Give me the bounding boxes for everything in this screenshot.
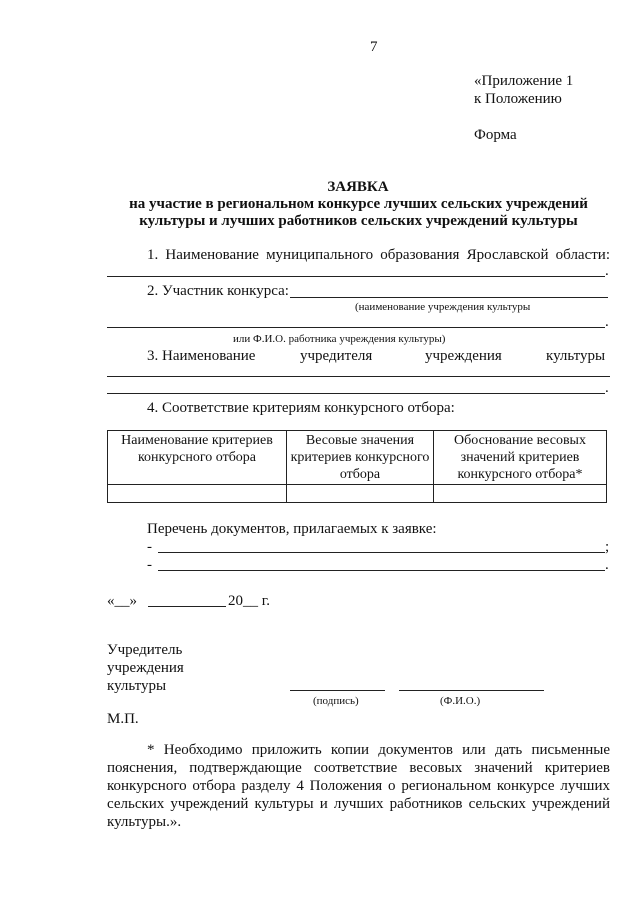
item-2-label: 2. Участник конкурса:	[147, 283, 289, 299]
documents-line-1	[158, 552, 605, 553]
header-criteria-name: Наименование критериев конкурсного отбора	[108, 431, 287, 485]
form-label: Форма	[474, 127, 517, 143]
appendix-line-1: «Приложение 1	[474, 73, 574, 89]
founder-line-2: учреждения	[107, 660, 184, 676]
item-1-period: .	[605, 263, 609, 279]
documents-dash-1: -	[147, 539, 152, 555]
signature-hint: (подпись)	[313, 695, 359, 707]
item-2-hint-1: (наименование учреждения культуры	[355, 301, 531, 313]
item-3-word-1: 3. Наименование	[147, 348, 256, 364]
table-cell	[108, 485, 287, 503]
name-hint: (Ф.И.О.)	[440, 695, 481, 707]
documents-end-2: .	[605, 557, 609, 573]
table-header-row	[108, 431, 607, 485]
table-cell	[287, 485, 434, 503]
item-1-fill-line	[107, 276, 605, 277]
name-line	[399, 690, 544, 691]
page-number: 7	[370, 39, 378, 55]
item-3-fill-line-2	[107, 393, 605, 394]
item-3-word-4: культуры	[546, 348, 606, 364]
footnote: * Необходимо приложить копии документов или дать письменные пояснения, подтверждающие соответствие весовых значений критериев конкурсного отбора разделу 4 Положения о региональном конкурсе лучших сельских учреждений культуры и лучших работников сельских учреждений культуры.».	[107, 742, 610, 830]
appendix-line-2: к Положению	[474, 91, 562, 107]
item-2-period: .	[605, 314, 609, 330]
item-3-word-3: учреждения	[425, 348, 502, 364]
date-year: 20__ г.	[228, 593, 270, 609]
founder-line-3: культуры	[107, 678, 167, 694]
date-open: «__»	[107, 593, 137, 609]
documents-end-1: ;	[605, 539, 610, 555]
header-justification: Обоснование весовых значений критериев конкурсного отбора*	[434, 431, 607, 485]
header-weight-values: Весовые значения критериев конкурсного отбора	[287, 431, 434, 485]
documents-label: Перечень документов, прилагаемых к заявке:	[147, 521, 437, 537]
item-2-fill-line	[290, 297, 608, 298]
item-3-period: .	[605, 380, 609, 396]
documents-line-2	[158, 570, 605, 571]
stamp-label: М.П.	[107, 711, 139, 727]
signature-line	[290, 690, 385, 691]
table-cell	[434, 485, 607, 503]
item-1-label: 1. Наименование муниципального образования Ярославской области:	[147, 247, 610, 263]
item-4-label: 4. Соответствие критериям конкурсного отбора:	[147, 400, 455, 416]
title-line-1: на участие в региональном конкурсе лучших сельских учреждений	[129, 196, 588, 212]
item-3-fill-line-1	[107, 376, 610, 377]
founder-line-1: Учредитель	[107, 642, 183, 658]
title-line-2: культуры и лучших работников сельских учреждений культуры	[139, 213, 578, 229]
title-heading: ЗАЯВКА	[327, 179, 389, 195]
item-3-word-2: учредителя	[300, 348, 373, 364]
criteria-table	[107, 430, 607, 503]
date-month-line	[148, 606, 226, 607]
documents-dash-2: -	[147, 557, 152, 573]
item-2-hint-2: или Ф.И.О. работника учреждения культуры)	[233, 333, 446, 345]
table-row	[108, 485, 607, 503]
item-2-second-line	[107, 327, 605, 328]
